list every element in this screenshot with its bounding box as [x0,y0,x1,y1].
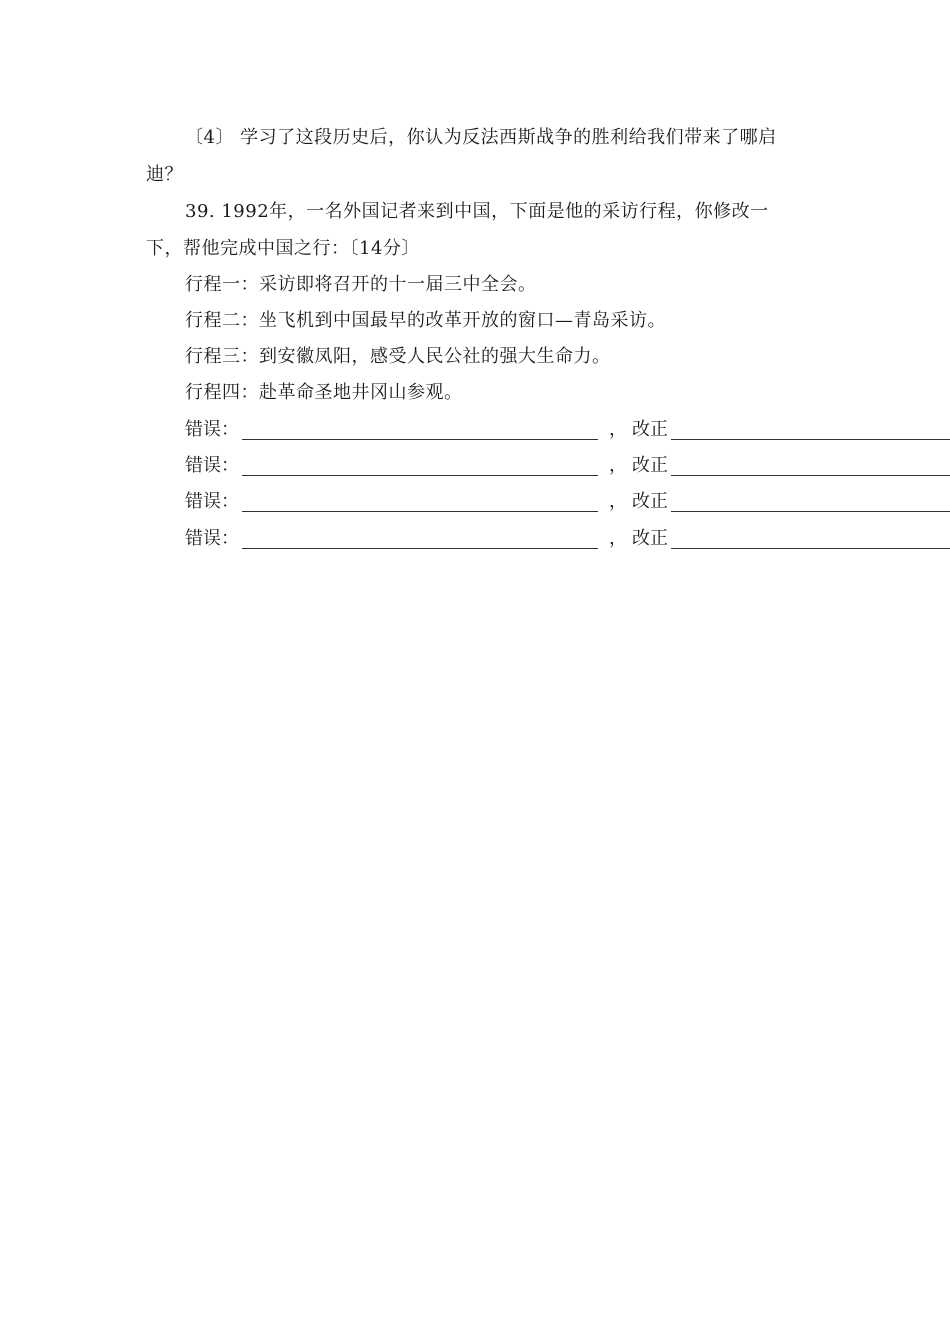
separator: ， [609,491,627,512]
correction-label: 改正 [632,419,668,440]
error-blank[interactable] [242,439,598,440]
error-label: 错误： [185,419,239,440]
error-blank[interactable] [242,511,598,512]
correction-blank[interactable] [671,511,950,512]
itinerary-item-4: 行程四：赴革命圣地井冈山参观。 [185,382,463,403]
correction-label: 改正 [632,455,668,476]
correction-blank[interactable] [671,475,950,476]
itinerary-item-1: 行程一：采访即将召开的十一届三中全会。 [185,274,537,295]
correction-label: 改正 [632,491,668,512]
separator: ， [609,528,627,549]
error-label: 错误： [185,491,239,512]
error-blank[interactable] [242,475,598,476]
correction-blank[interactable] [671,439,950,440]
answer-row-4 [185,527,805,551]
correction-label: 改正 [632,528,668,549]
error-label: 错误： [185,528,239,549]
correction-blank[interactable] [671,548,950,549]
answer-row-2 [185,454,805,478]
question-4-line-2: 迪？ [146,164,183,185]
separator: ， [609,455,627,476]
answer-row-3 [185,490,805,514]
itinerary-item-2: 行程二：坐飞机到中国最早的改革开放的窗口—青岛采访。 [185,310,666,331]
error-label: 错误： [185,455,239,476]
question-39-line-2: 下，帮他完成中国之行：〔14分〕 [146,238,420,259]
answer-row-1 [185,418,805,442]
itinerary-item-3: 行程三：到安徽凤阳，感受人民公社的强大生命力。 [185,346,611,367]
question-4-line-1: 〔4〕 学习了这段历史后，你认为反法西斯战争的胜利给我们带来了哪启 [185,127,777,148]
separator: ， [609,419,627,440]
question-39-line-1: 39. 1992年，一名外国记者来到中国，下面是他的采访行程，你修改一 [185,201,769,222]
error-blank[interactable] [242,548,598,549]
